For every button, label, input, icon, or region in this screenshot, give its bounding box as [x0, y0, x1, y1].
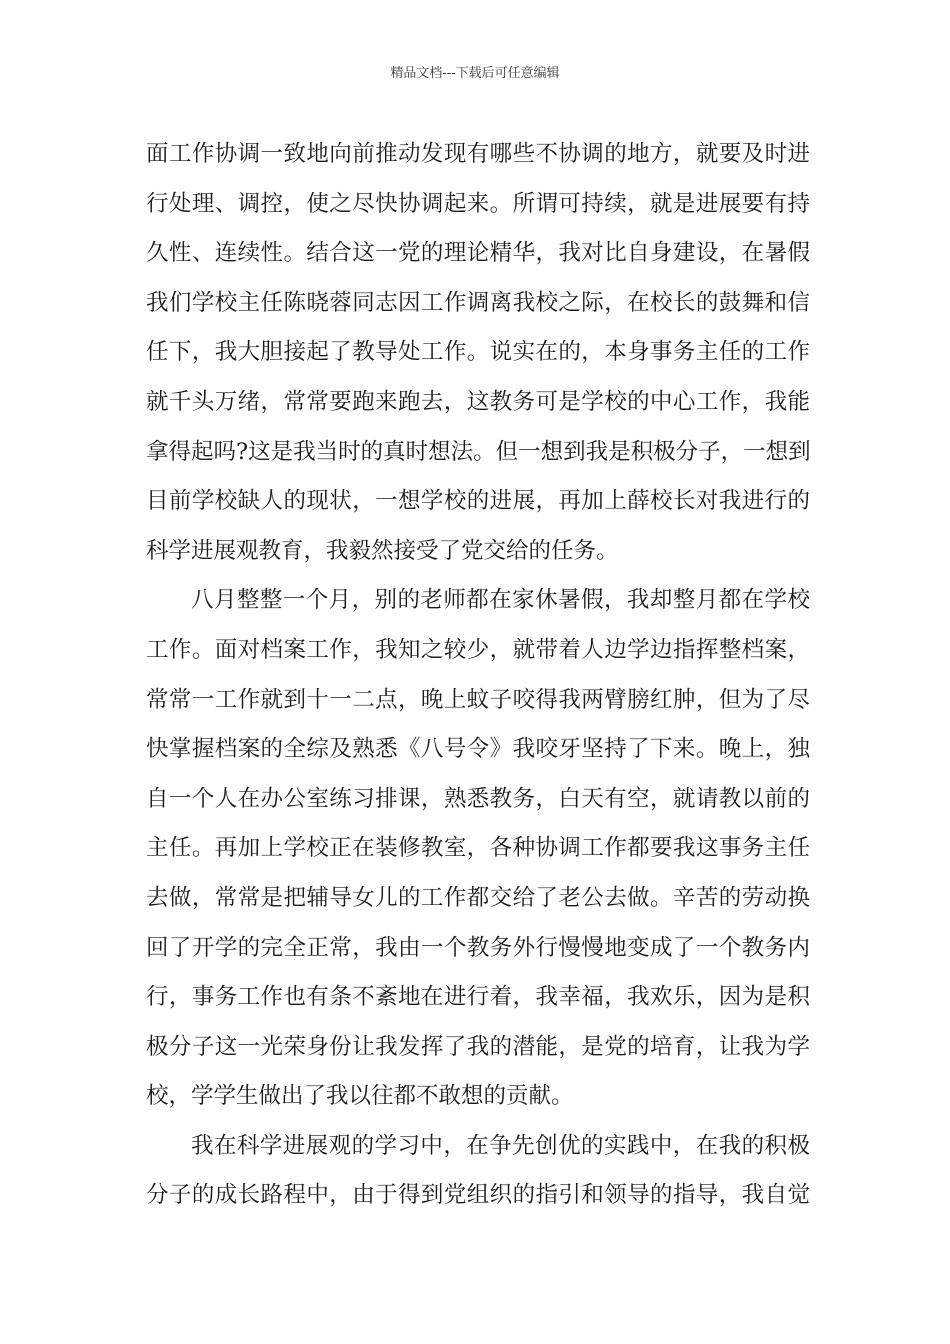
text-line: 行，事务工作也有条不紊地在进行着，我幸福，我欢乐，因为是积 [146, 984, 810, 1011]
text-line: 目前学校缺人的现状，一想学校的进展，再加上薛校长对我进行的 [146, 488, 810, 515]
text-line: 就千头万绪，常常要跑来跑去，这教务可是学校的中心工作，我能 [146, 388, 810, 415]
text-line: 自一个人在办公室练习排课，熟悉教务，白天有空，就请教以前的 [146, 785, 810, 812]
text-line: 常常一工作就到十一二点，晚上蚊子咬得我两臂膀红肿，但为了尽 [146, 686, 810, 713]
text-line: 久性、连续性。结合这一党的理论精华，我对比自身建设，在暑假 [146, 240, 810, 267]
document-body [146, 130, 810, 1221]
text-line: 我们学校主任陈晓蓉同志因工作调离我校之际，在校长的鼓舞和信 [146, 289, 810, 316]
text-line: 工作。面对档案工作，我知之较少，就带着人边学边指挥整档案， [146, 636, 810, 663]
text-line: 去做，常常是把辅导女儿的工作都交给了老公去做。辛苦的劳动换 [146, 884, 810, 911]
paragraph-first-line: 八月整整一个月，别的老师都在家休暑假，我却整月都在学校 [191, 587, 810, 614]
text-line: 面工作协调一致地向前推动发现有哪些不协调的地方，就要及时进 [146, 141, 810, 167]
text-line: 拿得起吗?这是我当时的真时想法。但一想到我是积极分子，一想到 [146, 438, 811, 465]
text-line: 任下，我大胆接起了教导处工作。说实在的，本身事务主任的工作 [146, 339, 810, 366]
text-line: 分子的成长路程中，由于得到党组织的指引和领导的指导，我自觉 [146, 1182, 810, 1209]
text-line: 回了开学的完全正常，我由一个教务外行慢慢地变成了一个教务内 [146, 934, 810, 961]
text-line: 行处理、调控，使之尽快协调起来。所谓可持续，就是进展要有持 [146, 190, 810, 217]
text-line: 科学进展观教育，我毅然接受了党交给的任务。 [146, 537, 619, 564]
paragraph-first-line: 我在科学进展观的学习中，在争先创优的实践中，在我的积极 [191, 1132, 810, 1159]
text-line: 极分子这一光荣身份让我发挥了我的潜能，是党的培育，让我为学 [146, 1033, 810, 1060]
page-header: 精品文档---下载后可任意编辑 [390, 66, 560, 81]
text-line: 校，学学生做出了我以往都不敢想的贡献。 [146, 1083, 574, 1110]
text-line: 快掌握档案的全综及熟悉《八号令》我咬牙坚持了下来。晚上，独 [146, 736, 810, 763]
text-line: 主任。再加上学校正在装修教室，各种协调工作都要我这事务主任 [146, 835, 810, 862]
